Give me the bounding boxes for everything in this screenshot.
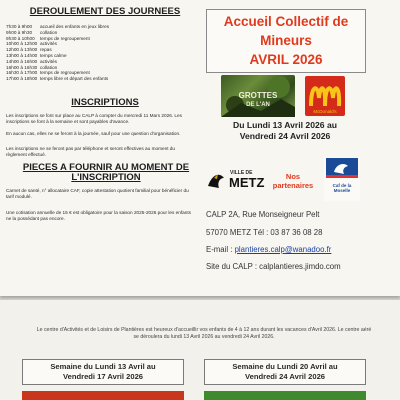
- caf-label: Caf de la Moselle: [332, 183, 352, 193]
- ville-de-metz-logo: [206, 168, 266, 192]
- inscriptions-text-3: Les inscriptions ne se feront pas par téléphone et seront effectives au moment du règlement effectué.: [6, 146, 176, 157]
- pieces-heading: PIECES A FOURNIR AU MOMENT DE L'INSCRIPTION: [22, 162, 190, 183]
- schedule-activity: temps de regroupement: [40, 35, 90, 41]
- metz-label: METZ: [229, 175, 265, 190]
- marianne-icon: [326, 158, 358, 178]
- grottes-park-artwork: [221, 75, 295, 117]
- site-url[interactable]: calplantieres.jimdo.com: [259, 262, 341, 271]
- schedule-activity: collation: [40, 29, 58, 35]
- session-dates: [206, 120, 364, 142]
- partners-label: [268, 172, 318, 190]
- email-line: [206, 245, 331, 254]
- week-2-box: [204, 359, 366, 385]
- schedule-activity: collation: [40, 64, 58, 70]
- pieces-text-2: Une cotisation annuelle de 15 € est obligatoire pour la saison 2025-2026 pour les enfants ne la possédant pas encore.: [6, 210, 192, 221]
- email-link[interactable]: plantieres.calp@wanadoo.fr: [234, 245, 332, 254]
- nos-label: Nos: [285, 172, 301, 181]
- schedule-time: 16h30 à 17h00: [6, 70, 38, 76]
- ville-de-label: VILLE DE: [230, 170, 253, 176]
- week-1-box: [22, 359, 184, 385]
- schedule-time: 9h00 à 9h30: [6, 29, 33, 35]
- schedule-activity: temps libre et départ des enfants: [40, 76, 109, 82]
- city-phone-line: 57070 METZ Tél : 03 87 36 08 28: [206, 228, 323, 237]
- week-2-line-1: Semaine du Lundi 20 Avril au: [232, 362, 338, 371]
- title-line-3: AVRIL 2026: [249, 52, 323, 67]
- schedule-activity: temps de regroupement: [40, 70, 90, 76]
- schedule-heading: DEROULEMENT DES JOURNEES: [29, 6, 181, 17]
- mcdonalds-logo: [305, 76, 345, 116]
- schedule-time: 14h00 à 16h00: [6, 58, 38, 64]
- svg-text:McDonald's: McDonald's: [313, 109, 337, 114]
- schedule-list: [6, 24, 196, 82]
- title-box: [206, 9, 366, 73]
- site-line: [206, 262, 341, 271]
- schedule-activity: activités: [40, 58, 57, 64]
- intro-paragraph: Le centre d'Activités et de Loisirs de Plantières est heureux d'accueillir vos enfants de 4 à 12 ans durant les vacances d'Avril 2026. Le centre aéré se déroulera du lundi 13 Avril 2026 au vendredi 24 Avril 2026.: [36, 327, 372, 340]
- schedule-time: 12h00 à 13h00: [6, 47, 38, 53]
- week-1-line-2: Vendredi 17 Avril 2026: [62, 372, 144, 381]
- title-line-1: Accueil Collectif de: [223, 14, 349, 29]
- dates-line-1: Du Lundi 13 Avril 2026 au: [233, 120, 337, 130]
- schedule-activity: repas: [40, 47, 52, 53]
- schedule-time: 17h00 à 18h00: [6, 76, 38, 82]
- dates-line-2: Vendredi 24 Avril 2026: [239, 131, 331, 141]
- prefet-caf-logo: [324, 157, 360, 201]
- week-1-color-bar: [22, 391, 184, 400]
- partenaires-label: partenaires: [272, 181, 314, 190]
- schedule-row: [6, 76, 196, 82]
- inscriptions-text-2: En aucun cas, elles ne se feront à la journée, sauf pour une question d'organisation.: [6, 131, 181, 136]
- week-1-line-1: Semaine du Lundi 13 Avril au: [50, 362, 156, 371]
- republique-francaise-emblem: [326, 158, 358, 178]
- schedule-time: 13h00 à 14h00: [6, 52, 38, 58]
- schedule-activity: accueil des enfants en jeux libres: [40, 24, 110, 29]
- svg-text:GROTTES: GROTTES: [238, 91, 278, 100]
- mcdonalds-arches-icon: [305, 76, 345, 116]
- schedule-activity: temps calme: [40, 52, 67, 58]
- week-2-line-2: Vendredi 24 Avril 2026: [244, 372, 326, 381]
- email-label: E-mail :: [206, 245, 235, 254]
- grottes-park-logo: [221, 75, 295, 117]
- inscriptions-text-1: Les inscriptions se font sur place au CALP à compter du mercredi 11 Mars 2026. Les inscriptions se font à la semaine et sont payables d'avance.: [6, 113, 182, 124]
- schedule-time: 10h00 à 12h00: [6, 41, 38, 47]
- schedule-time: 16h00 à 16h30: [6, 64, 38, 70]
- pieces-text-1: Carnet de santé, n° allocataire CAF, copie attestation quotient familial pour bénéficier du tarif modulé.: [6, 188, 189, 199]
- schedule-activity: activités: [40, 41, 57, 47]
- schedule-time: 9h30 à 10h00: [6, 35, 35, 41]
- week-2-color-bar: [204, 391, 366, 400]
- svg-text:DE L'AN: DE L'AN: [246, 102, 270, 108]
- schedule-time: 7h30 à 9h00: [6, 24, 33, 29]
- inscriptions-heading: INSCRIPTIONS: [71, 97, 139, 108]
- address-line: CALP 2A, Rue Monseigneur Pelt: [206, 210, 320, 219]
- site-label: Site du CALP :: [206, 262, 260, 271]
- title-line-2: Mineurs: [260, 33, 312, 48]
- flyer-back-page: [0, 300, 400, 400]
